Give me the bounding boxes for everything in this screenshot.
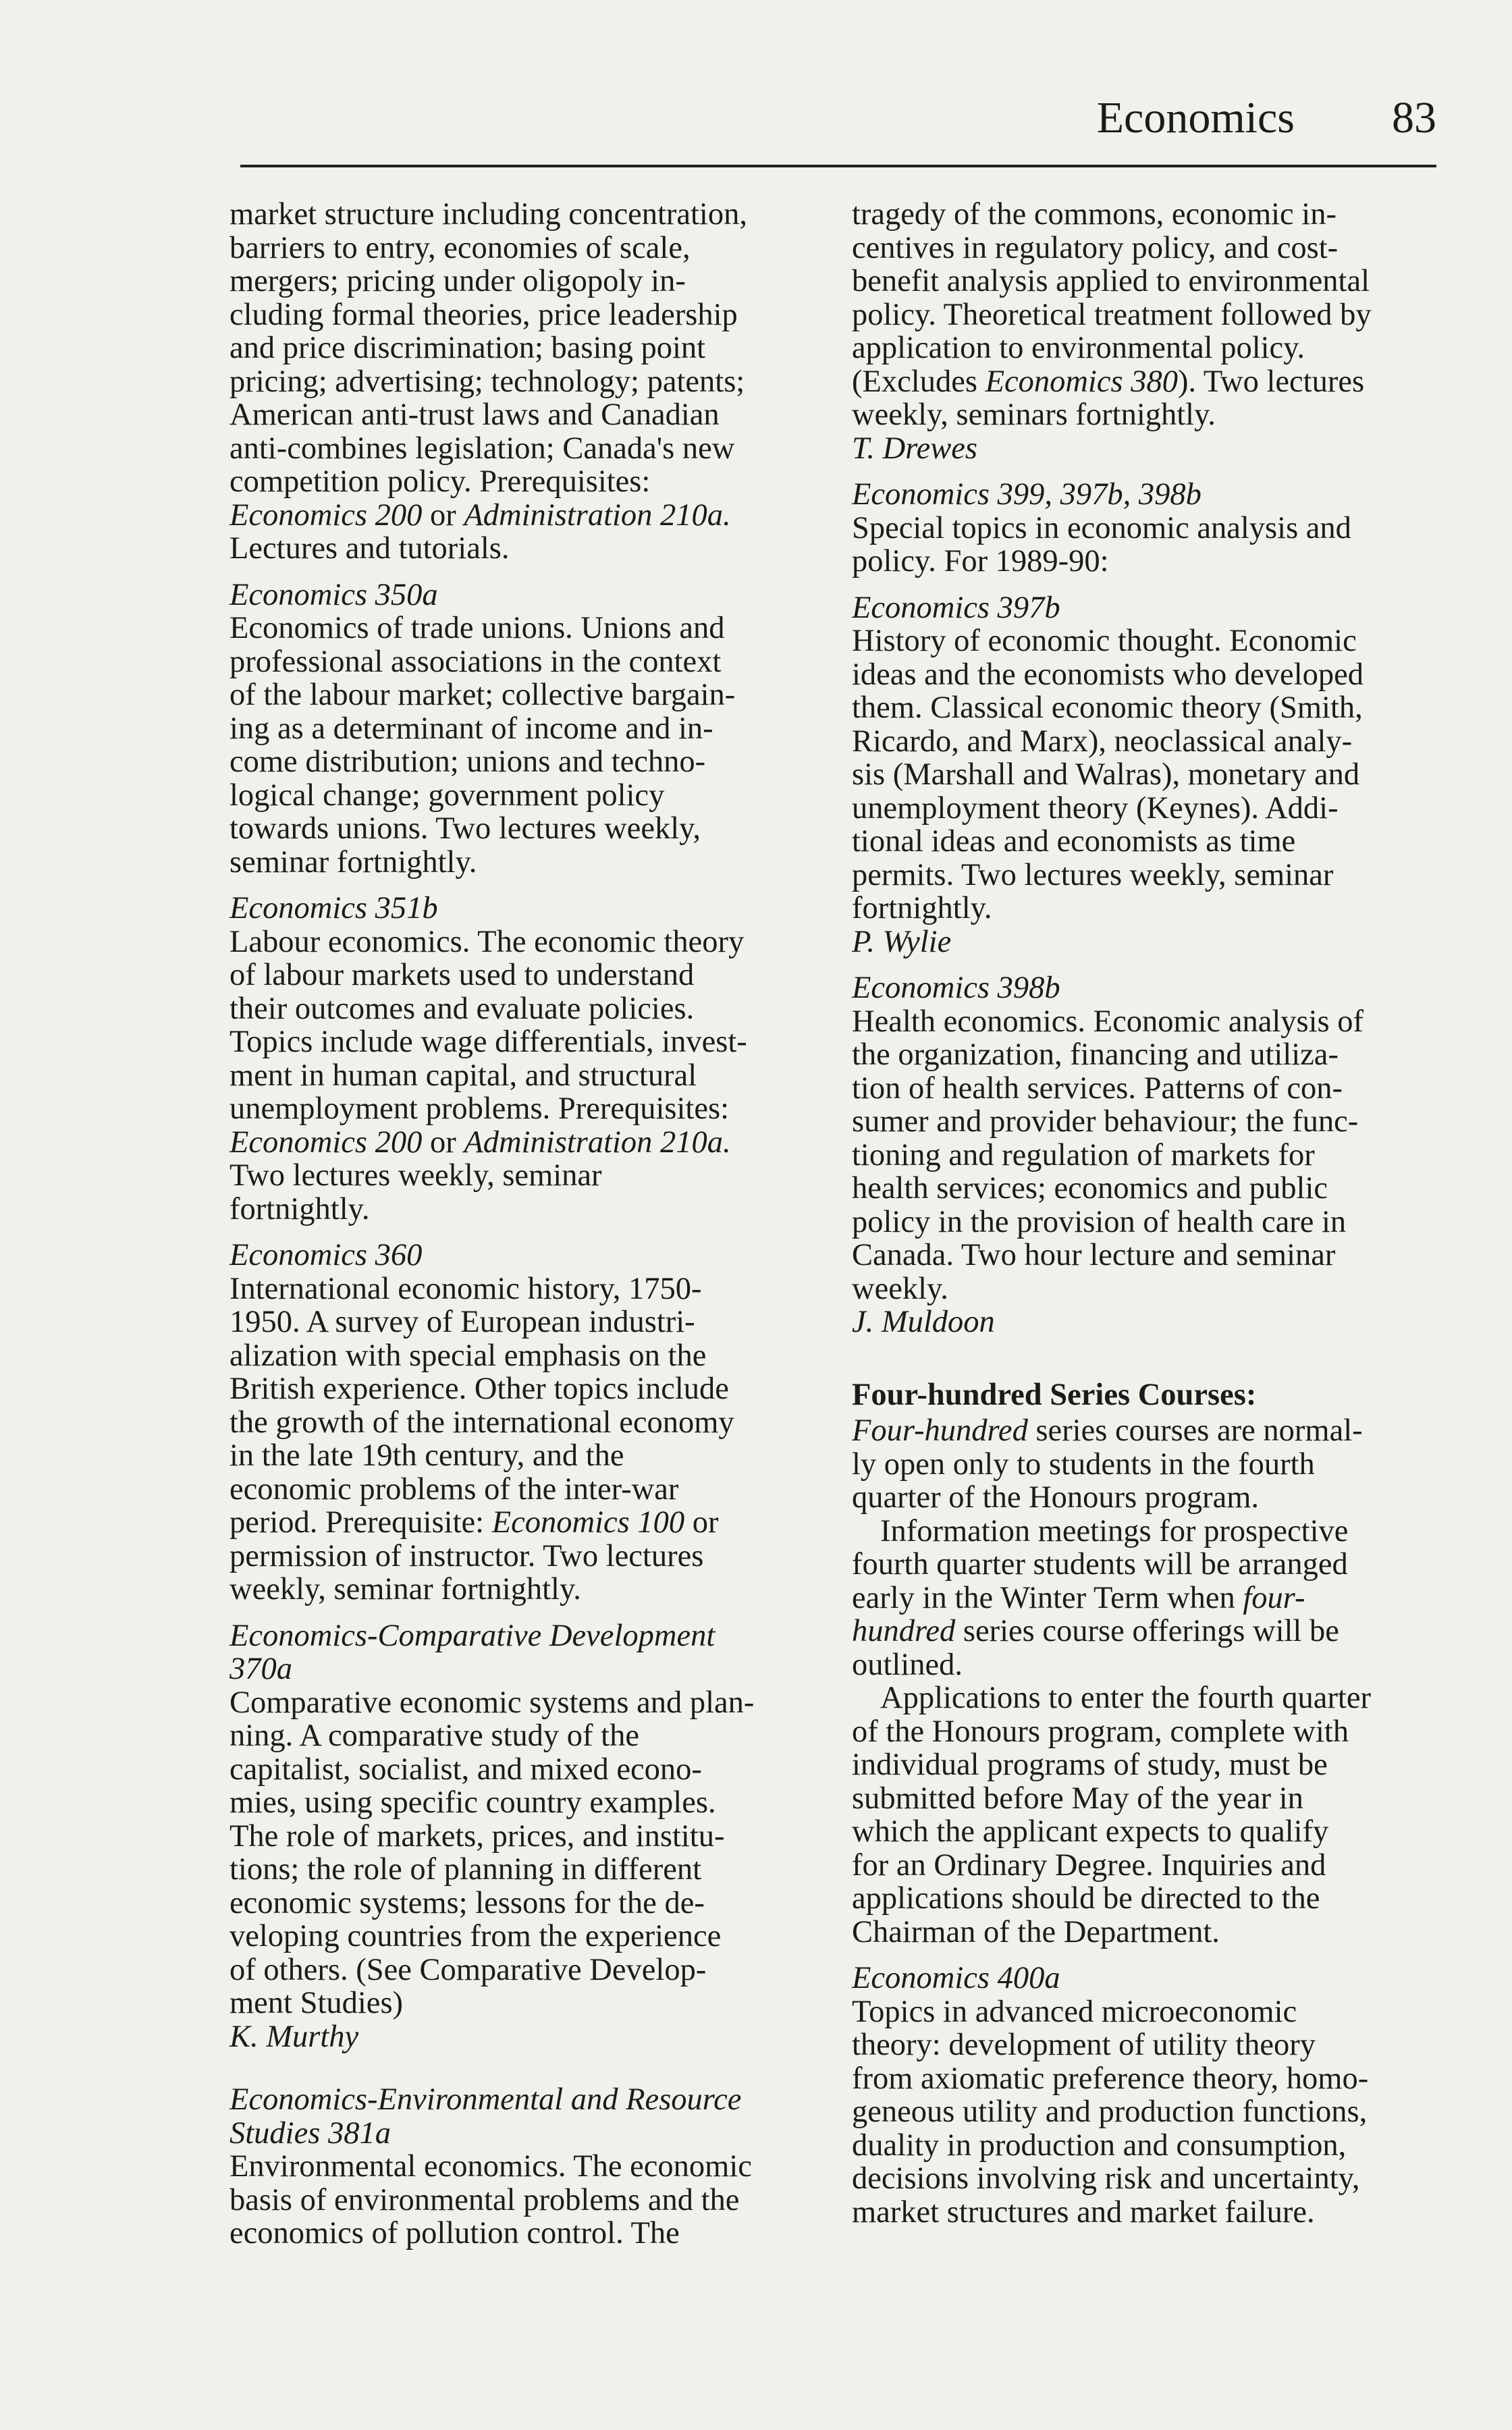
text-line: Two lectures weekly, seminar <box>230 1158 602 1193</box>
text-line: submitted before May of the year in <box>852 1781 1303 1816</box>
text-line: British experience. Other topics include <box>230 1372 729 1406</box>
text-line: policy. Theoretical treatment followed by <box>852 297 1372 332</box>
course-entry-econ-398b <box>852 971 1446 1339</box>
text-fragment: ). Two lectures <box>1177 364 1365 399</box>
text-line: the growth of the international economy <box>230 1405 734 1440</box>
text-line: applications should be directed to the <box>852 1881 1320 1916</box>
course-title: Economics 398b <box>852 971 1060 1005</box>
text-line: geneous utility and production functions, <box>852 2095 1368 2129</box>
course-title: Economics 400a <box>852 1961 1060 1995</box>
course-description <box>230 612 810 879</box>
text-line: Ricardo, and Marx), neoclassical analy- <box>852 724 1353 759</box>
text-line: their outcomes and evaluate policies. <box>230 991 695 1026</box>
title-line: Economics-Comparative Development <box>230 1618 716 1653</box>
text-line: anti-combines legislation; Canada's new <box>230 431 735 466</box>
text-line: unemployment theory (Keynes). Addi- <box>852 790 1339 826</box>
course-title: Economics 351b <box>230 891 438 925</box>
text-fragment: (Excludes <box>852 364 986 399</box>
text-line: International economic history, 1750- <box>230 1271 702 1306</box>
text-line: Special topics in economic analysis and <box>852 510 1351 545</box>
course-instructor: K. Murthy <box>230 2019 359 2054</box>
text-line: competition policy. Prerequisites: <box>230 464 651 499</box>
course-title: Economics 350a <box>230 577 438 612</box>
course-entry-econ-399 <box>852 478 1446 578</box>
text-line: Topics in advanced microeconomic <box>852 1994 1297 2029</box>
text-line: veloping countries from the experience <box>230 1919 722 1953</box>
text-line: mergers; pricing under oligopoly in- <box>230 264 686 298</box>
paragraph <box>852 1515 1446 1682</box>
text-line: cluding formal theories, price leadership <box>230 297 738 332</box>
text-line: seminar fortnightly. <box>230 844 477 880</box>
text-line: mies, using specific country examples. <box>230 1785 716 1820</box>
text-line: policy. For 1989-90: <box>852 544 1109 578</box>
paragraph <box>852 1414 1446 1515</box>
course-description <box>230 198 810 566</box>
text-line: of the Honours program, complete with <box>852 1714 1349 1749</box>
course-description <box>230 2150 810 2250</box>
text-line: weekly, seminar fortnightly. <box>230 1572 581 1606</box>
four-hundred-series-section <box>852 1378 1446 1949</box>
text-line: Lectures and tutorials. <box>230 531 510 566</box>
text-line: economics of pollution control. The <box>230 2216 680 2250</box>
text-line: ment in human capital, and structural <box>230 1058 697 1093</box>
text-line: fortnightly. <box>230 1191 370 1226</box>
prerequisite-line <box>230 1506 810 1540</box>
text-line: in the late 19th century, and the <box>230 1438 624 1473</box>
text-line: economic problems of the inter-war <box>230 1472 679 1507</box>
left-column <box>230 198 810 2263</box>
title-line: 370a <box>230 1652 292 1686</box>
course-entry-econ-400a <box>852 1962 1446 2229</box>
text-line: quarter of the Honours program. <box>852 1480 1260 1515</box>
course-title: Economics 360 <box>230 1238 423 1272</box>
course-description <box>230 1272 810 1606</box>
text-line: economic systems; lessons for the de- <box>230 1885 705 1920</box>
text-line: Chairman of the Department. <box>852 1914 1220 1949</box>
text-line: fortnightly. <box>852 891 992 925</box>
text-line: capitalist, socialist, and mixed econo- <box>230 1752 702 1787</box>
excluded-course: Economics 380 <box>985 364 1178 399</box>
paragraph <box>852 1681 1446 1949</box>
text-line: of labour markets used to understand <box>230 958 695 992</box>
text-line: theory: development of utility theory <box>852 2028 1316 2062</box>
text-fragment: or <box>422 497 464 533</box>
text-line: basis of environmental problems and the <box>230 2182 740 2217</box>
text-line: of the labour market; collective bargain- <box>230 678 736 712</box>
prerequisite-course: Administration 210a. <box>464 497 731 533</box>
text-line: Comparative economic systems and plan- <box>230 1685 755 1720</box>
text-line: unemployment problems. Prerequisites: <box>230 1091 730 1126</box>
text-line: tragedy of the commons, economic in- <box>852 197 1336 232</box>
text-line: health services; economics and public <box>852 1171 1328 1206</box>
text-line: tion of health services. Patterns of con- <box>852 1071 1343 1106</box>
course-entry-econ-370a <box>230 1619 810 2054</box>
prerequisite-course: Economics 100 <box>491 1505 685 1540</box>
exclusion-line <box>852 365 1446 399</box>
text-line: of others. (See Comparative Develop- <box>230 1952 707 1987</box>
course-title <box>230 1619 810 1686</box>
text-line: towards unions. Two lectures weekly, <box>230 811 701 846</box>
text-line: and price discrimination; basing point <box>230 331 706 365</box>
text-line: Labour economics. The economic theory <box>230 924 745 959</box>
text-line: alization with special emphasis on the <box>230 1338 707 1373</box>
text-line: pricing; advertising; technology; patents; <box>230 364 745 399</box>
page-number: 83 <box>1392 93 1436 142</box>
text-line: Information meetings for prospective <box>880 1513 1349 1548</box>
text-line: barriers to entry, economies of scale, <box>230 230 691 265</box>
text-line: which the applicant expects to qualify <box>852 1814 1329 1849</box>
text-line: professional associations in the context <box>230 644 722 679</box>
text-line: market structure including concentration, <box>230 197 747 232</box>
text-line: market structures and market failure. <box>852 2194 1315 2230</box>
page-header <box>240 89 1436 167</box>
section-heading: Four-hundred Series Courses: <box>852 1377 1257 1412</box>
emphasis-text: four- <box>1243 1580 1305 1615</box>
course-description <box>230 1686 810 2020</box>
text-line: logical change; government policy <box>230 778 665 813</box>
course-instructor: T. Drewes <box>852 431 977 466</box>
text-line: tions; the role of planning in different <box>230 1852 702 1887</box>
text-line <box>852 1414 1446 1448</box>
running-head: Economics <box>1096 93 1295 142</box>
text-line: Applications to enter the fourth quarter <box>880 1681 1371 1715</box>
text-fragment: or <box>684 1505 719 1540</box>
text-line: individual programs of study, must be <box>852 1748 1328 1782</box>
prerequisite-line <box>230 1126 810 1160</box>
course-description <box>852 624 1446 925</box>
text-line: Topics include wage differentials, invest- <box>230 1025 747 1059</box>
text-line: ning. A comparative study of the <box>230 1719 639 1753</box>
emphasis-text: Four-hundred <box>852 1413 1028 1448</box>
title-line: Economics-Environmental and Resource <box>230 2082 742 2117</box>
text-fragment: early in the Winter Term when <box>852 1580 1243 1615</box>
course-description <box>852 1005 1446 1306</box>
text-line: weekly, seminars fortnightly. <box>852 398 1216 432</box>
text-line: tional ideas and economists as time <box>852 824 1296 859</box>
course-title <box>230 2083 810 2150</box>
course-entry-continuation <box>230 198 810 566</box>
text-fragment: period. Prerequisite: <box>230 1505 492 1540</box>
text-line: the organization, financing and utiliza- <box>852 1037 1339 1072</box>
text-line: benefit analysis applied to environmental <box>852 264 1370 298</box>
course-title: Economics 397b <box>852 590 1060 625</box>
text-line <box>852 1582 1446 1615</box>
text-line: outlined. <box>852 1647 963 1682</box>
course-instructor: J. Muldoon <box>852 1305 995 1339</box>
text-line: ing as a determinant of income and in- <box>230 711 713 746</box>
course-entry-econ-381a-continued <box>852 198 1446 465</box>
course-description <box>852 198 1446 432</box>
text-line: sis (Marshall and Walras), monetary and <box>852 757 1360 792</box>
right-column <box>852 198 1446 2242</box>
text-line: centives in regulatory policy, and cost- <box>852 230 1339 265</box>
prerequisite-course: Economics 200 <box>230 1125 423 1160</box>
text-line: Canada. Two hour lecture and seminar <box>852 1238 1336 1272</box>
course-entry-econ-351b <box>230 892 810 1226</box>
course-entry-econ-397b <box>852 591 1446 959</box>
text-line: Economics of trade unions. Unions and <box>230 611 725 645</box>
course-entry-econ-381a <box>230 2083 810 2250</box>
text-line <box>852 1615 1446 1648</box>
course-description <box>852 1995 1446 2230</box>
text-line: 1950. A survey of European industri- <box>230 1305 695 1339</box>
title-line: Studies 381a <box>230 2115 391 2151</box>
text-line: them. Classical economic theory (Smith, <box>852 691 1363 725</box>
text-line: tioning and regulation of markets for <box>852 1137 1315 1172</box>
prerequisite-line <box>230 499 810 533</box>
course-entry-econ-360 <box>230 1239 810 1606</box>
text-line: decisions involving risk and uncertainty, <box>852 2161 1360 2196</box>
text-fragment: series course offerings will be <box>955 1614 1339 1648</box>
text-line: ly open only to students in the fourth <box>852 1447 1315 1482</box>
text-line: weekly. <box>852 1271 948 1306</box>
text-line: The role of markets, prices, and institu- <box>230 1818 725 1854</box>
text-line: ment Studies) <box>230 1986 404 2020</box>
text-line: sumer and provider behaviour; the func- <box>852 1104 1359 1139</box>
course-title: Economics 399, 397b, 398b <box>852 477 1202 512</box>
course-description <box>230 925 810 1226</box>
course-entry-econ-350a <box>230 578 810 880</box>
text-line: fourth quarter students will be arranged <box>852 1547 1348 1582</box>
text-line: Environmental economics. The economic <box>230 2149 752 2184</box>
text-line: ideas and the economists who developed <box>852 657 1364 692</box>
text-fragment: series courses are normal- <box>1027 1413 1363 1448</box>
text-line: duality in production and consumption, <box>852 2128 1347 2163</box>
prerequisite-course: Economics 200 <box>230 497 423 533</box>
text-line: policy in the provision of health care in <box>852 1204 1347 1239</box>
text-line: History of economic thought. Economic <box>852 624 1357 658</box>
course-instructor: P. Wylie <box>852 924 952 959</box>
text-line: for an Ordinary Degree. Inquiries and <box>852 1847 1326 1883</box>
text-line: permits. Two lectures weekly, seminar <box>852 857 1334 892</box>
text-line: permission of instructor. Two lectures <box>230 1538 704 1573</box>
course-description <box>852 512 1446 578</box>
text-line: Health economics. Economic analysis of <box>852 1004 1364 1039</box>
text-line: come distribution; unions and techno- <box>230 745 706 779</box>
text-line: application to environmental policy. <box>852 331 1305 365</box>
text-fragment: or <box>422 1125 464 1160</box>
text-line: from axiomatic preference theory, homo- <box>852 2061 1369 2096</box>
text-line: American anti-trust laws and Canadian <box>230 398 720 432</box>
emphasis-text: hundred <box>852 1614 956 1648</box>
prerequisite-course: Administration 210a. <box>464 1125 731 1160</box>
